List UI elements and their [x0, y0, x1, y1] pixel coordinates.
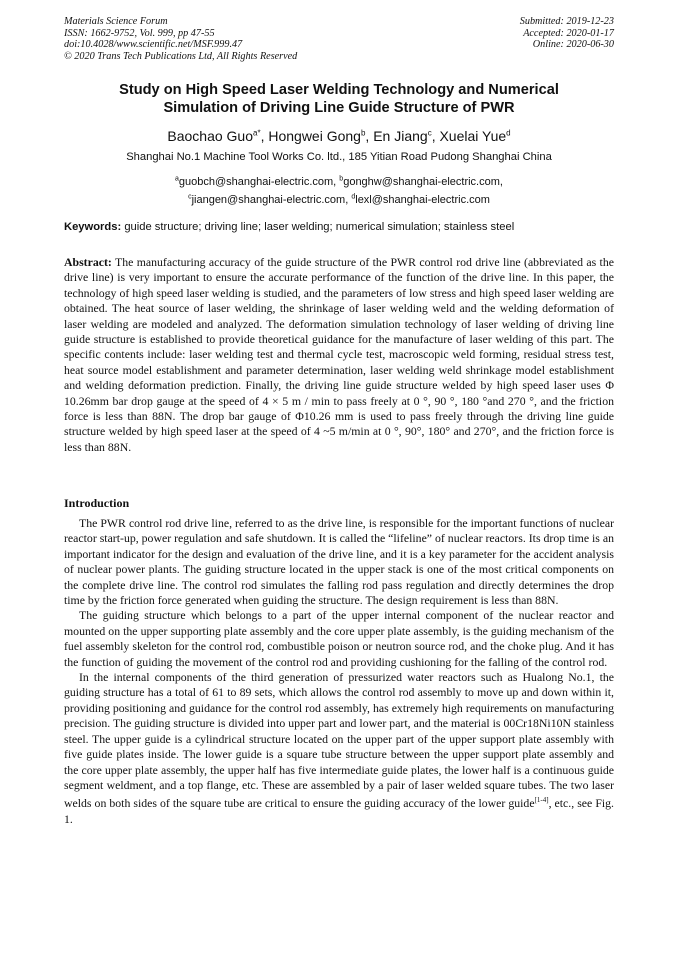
issn: ISSN: 1662-9752, Vol. 999, pp 47-55: [64, 27, 215, 39]
paragraph: The PWR control rod drive line, referred to as the drive line, is responsible for the important functions of nuclear reactor start-up, power regulation and safe shutdown. It is called the “lifeline” of nuclear reactors. Its drop time is an important indicator for the design and evaluation of the drive line, and it is a key parameter for the accident analysis of nuclear power plants. The guiding structure located in the upper stack is one of the most critical components on the complete drive line. The control rod simulates the falling rod pass regulation and directly determines the drop time by the friction force generated when guiding the structure. The design requirement is less than 88N.: [64, 516, 614, 608]
author-list: [64, 124, 614, 145]
section-heading-introduction: Introduction: [64, 496, 130, 510]
journal-name: Materials Science Forum: [64, 16, 168, 27]
email-list: [64, 171, 614, 208]
email: $^a$guobch@shanghai-electric.com,: [175, 175, 340, 188]
online-date: Online: 2020-06-30: [532, 39, 614, 51]
journal-info: [64, 16, 297, 62]
abstract-label: Abstract:: [64, 255, 112, 269]
accepted-date: Accepted: 2020-01-17: [523, 27, 614, 39]
author: Hongwei Gong$^b$,: [268, 127, 374, 144]
abstract: [64, 255, 614, 455]
author: En Jiang$^c$,: [373, 127, 440, 144]
paragraph: The guiding structure which belongs to a part of the upper internal component of the nuclear reactor and mounted on the upper supporting plate assembly and the core upper plate assembly, is the guiding mechanism of the fuel assembly skeleton for the control rod, combustible poison or neutron source rod, and the choke plug. And it has the function of guiding the movement of the control rod and providing cushioning for the falling of the control rod.: [64, 608, 614, 669]
author: Xuelai Yue$^d$: [439, 127, 511, 144]
submitted-date: Submitted: 2019-12-23: [519, 16, 614, 27]
paper-title: [64, 81, 614, 117]
title-line-2: Simulation of Driving Line Guide Structure of PWR: [163, 100, 515, 116]
author: Baochao Guo$^{a*}$,: [167, 127, 269, 144]
email: $^b$gonghw@shanghai-electric.com,: [339, 175, 503, 188]
email: $^d$lexl@shanghai-electric.com: [351, 193, 490, 207]
abstract-text: The manufacturing accuracy of the guide structure of the PWR control rod drive line (abbreviated as the drive line) is very important to ensure the accurate performance of the function of the drive line. In this paper, the technology of high speed laser welding is studied, and the parameters of low stress and high speed laser welding are obtained. The heat source of laser welding, the shrinkage of laser welding weld and the welding deformation of laser welding are modeled and analyzed. The deformation simulation technology of laser welding of driving line guide structure is established to provide theoretical guidance for the manufacture of laser welding of this part. The specific contents include: laser welding test and thermal cycle test, macroscopic weld forming, residual stress test, heat source model establishment and parameter determination, laser welding weld shrinkage model establishment and welding deformation prediction. Finally, the driving line guide structure welded by high speed laser uses Φ 10.26mm bar drop gauge at the speed of 4 × 5 m / min to pass freely at 0 °, 90 °, 180 °and 270 °, and the friction force is less than 88N. The drop bar gauge of Φ10.26 mm is used to pass freely through the driving line guide structure welded by high speed laser at the speed of 4 ~5 m/min at 0 °, 90°, 180° and 270°, and the friction force is less than 88N.: [64, 255, 614, 454]
copyright: © 2020 Trans Tech Publications Ltd, All Rights Reserved: [64, 50, 298, 62]
doi: doi:10.4028/www.scientific.net/MSF.999.47: [64, 39, 243, 51]
paragraph: In the internal components of the third generation of pressurized water reactors such as Hualong No.1, the guiding structure has a total of 61 to 89 sets, which allows the control rod assembly to move up and down within it, providing positioning and guidance for the control rod assembly, has extremely high requirements on manufacturing precision. The guiding structure is divided into upper part and lower part, and the material is 00Cr18Ni10N stainless steel. The upper guide is a cylindrical structure located on the upper part of the upper support plate assembly with five guide plates inside. The lower guide is a square tube structure between the upper support plate assembly and the core upper plate assembly, the upper half has five intermediate guide plates, the lower half is a continuous guide segment weldment, and a top flange, etc. These are assembled by a pair of laser welded square tubes. The two laser welds on both sides of the square tube are critical to ensure the guiding accuracy of the lower guide[1-4], etc., see Fig. 1.: [64, 670, 614, 826]
keywords: [64, 220, 614, 234]
keywords-label: Keywords:: [64, 221, 122, 233]
email: $^c$jiangen@shanghai-electric.com,: [188, 193, 352, 207]
citation: [1-4]: [534, 796, 549, 805]
introduction-body: [64, 516, 614, 827]
dates-info: [520, 16, 614, 51]
affiliation: Shanghai No.1 Machine Tool Works Co. ltd., 185 Yitian Road Pudong Shanghai China: [126, 151, 552, 163]
keywords-text: guide structure; driving line; laser welding; numerical simulation; stainless steel: [124, 221, 515, 233]
title-line-1: Study on High Speed Laser Welding Technology and Numerical: [119, 82, 559, 98]
